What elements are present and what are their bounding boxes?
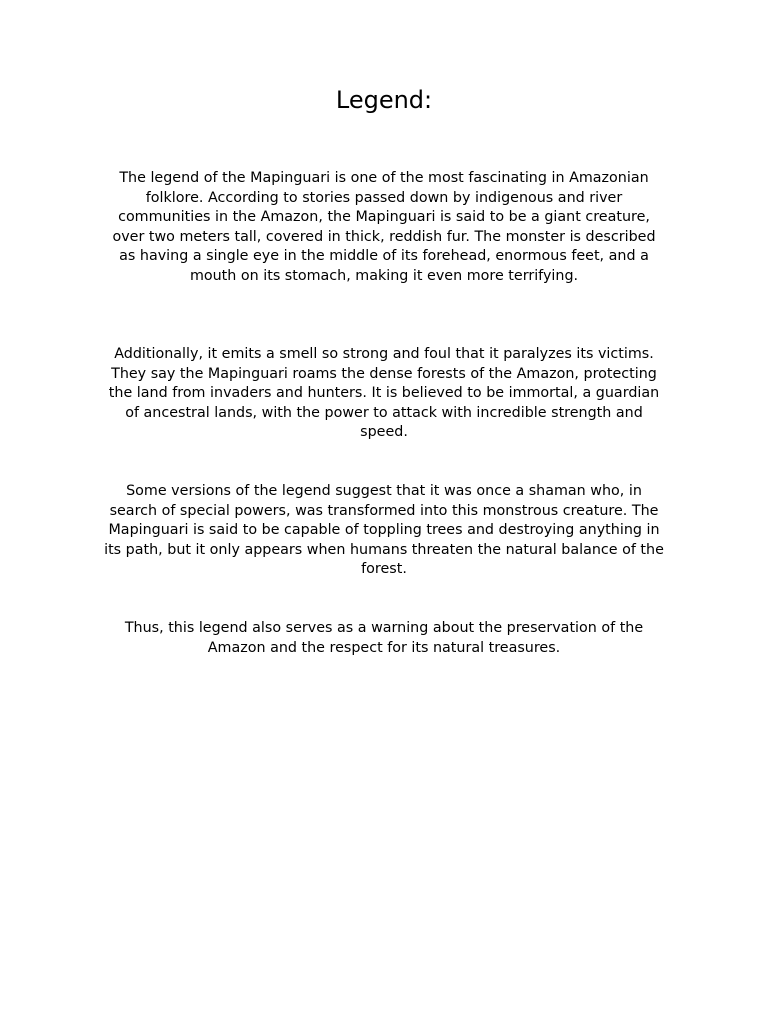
paragraph-4: Thus, this legend also serves as a warning about the preservation of the Amazon and the respect for its natural treasures. (124, 620, 644, 656)
paragraph-1: The legend of the Mapinguari is one of the most fascinating in Amazonian folklore. According to stories passed down by indigenous and river communities in the Amazon, the Mapinguari is said to be a giant creature, over two meters tall, covered in thick, reddish fur. The monster is described as having a single eye in the middle of its forehead, enormous feet, and a mouth on its stomach, making it even more terrifying. (112, 170, 656, 284)
paragraph-3: Some versions of the legend suggest that it was once a shaman who, in search of special powers, was transformed into this monstrous creature. The Mapinguari is said to be capable of toppling trees and destroying anything in its path, but it only appears when humans threaten the natural balance of the forest. (104, 483, 664, 578)
paragraph-2: Additionally, it emits a smell so strong and foul that it paralyzes its victims. They say the Mapinguari roams the dense forests of the Amazon, protecting the land from invaders and hunters. It is believed to be immortal, a guardian of ancestral lands, with the power to attack with incredible strength and speed. (108, 346, 660, 441)
document-title: Legend: (335, 86, 433, 114)
